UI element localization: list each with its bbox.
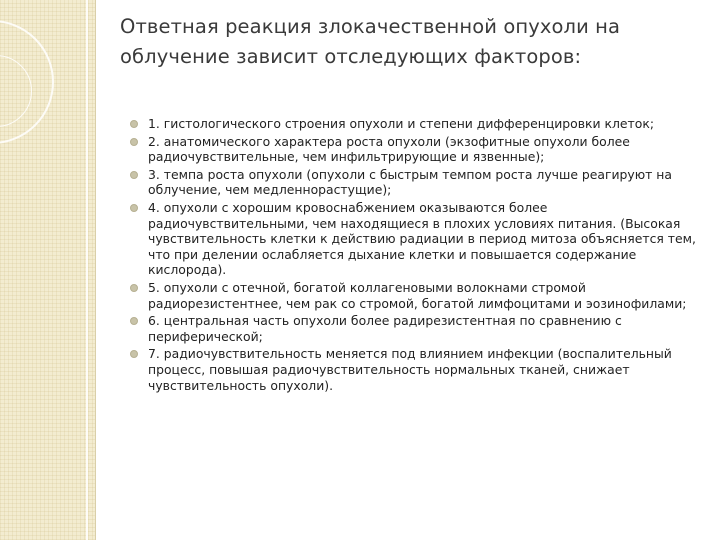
bullet-icon xyxy=(130,120,138,128)
list-item-text: 1. гистологического строения опухоли и степени дифференцировки клеток; xyxy=(148,116,655,131)
list-item xyxy=(130,167,705,198)
bullet-icon xyxy=(130,204,138,212)
list-item xyxy=(130,134,705,165)
list-item-text: 5. опухоли с отечной, богатой коллагеновыми волокнами стромой радиорезистентнее, чем рак со стромой, богатой лимфоцитами и эозинофилами; xyxy=(148,279,687,311)
list-item xyxy=(130,116,705,132)
list-item-text: 3. темпа роста опухоли (опухоли с быстрым темпом роста лучше реагируют на облучение, чем медленнорастущие); xyxy=(148,166,673,198)
bullet-icon xyxy=(130,138,138,146)
list-item xyxy=(130,346,705,393)
decorative-side-panel xyxy=(0,0,95,540)
decorative-line xyxy=(86,0,88,540)
bullet-icon xyxy=(130,171,138,179)
bullet-icon xyxy=(130,284,138,292)
bullet-icon xyxy=(130,350,138,358)
list-item xyxy=(130,313,705,344)
list-item-text: 2. анатомического характера роста опухоли (экзофитные опухоли более радиочувствительные, чем инфильтрирующие и язвенные); xyxy=(148,133,630,165)
factor-list xyxy=(130,116,705,395)
list-item xyxy=(130,200,705,278)
list-item-text: 6. центральная часть опухоли более радирезистентная по сравнению с периферической; xyxy=(148,313,622,344)
slide-title: Ответная реакция злокачественной опухоли на облучение зависит отследующих факторов: xyxy=(120,15,621,68)
list-item-text: 4. опухоли с хорошим кровоснабжением оказываются более радиочувствительными, чем находящиеся в плохих условиях питания. (Высокая чувствительность клетки к действию радиации в период митоза объясняется тем, что при делении ослабляется дыхание клетки и повышается содержание кислорода). xyxy=(148,199,696,278)
bullet-icon xyxy=(130,317,138,325)
list-item xyxy=(130,280,705,311)
list-item-text: 7. радиочувствительность меняется под влиянием инфекции (воспалительный процесс, повышая радиочувствительность нормальных тканей, снижает чувствительность опухоли). xyxy=(148,346,672,393)
panel-divider xyxy=(95,0,96,540)
